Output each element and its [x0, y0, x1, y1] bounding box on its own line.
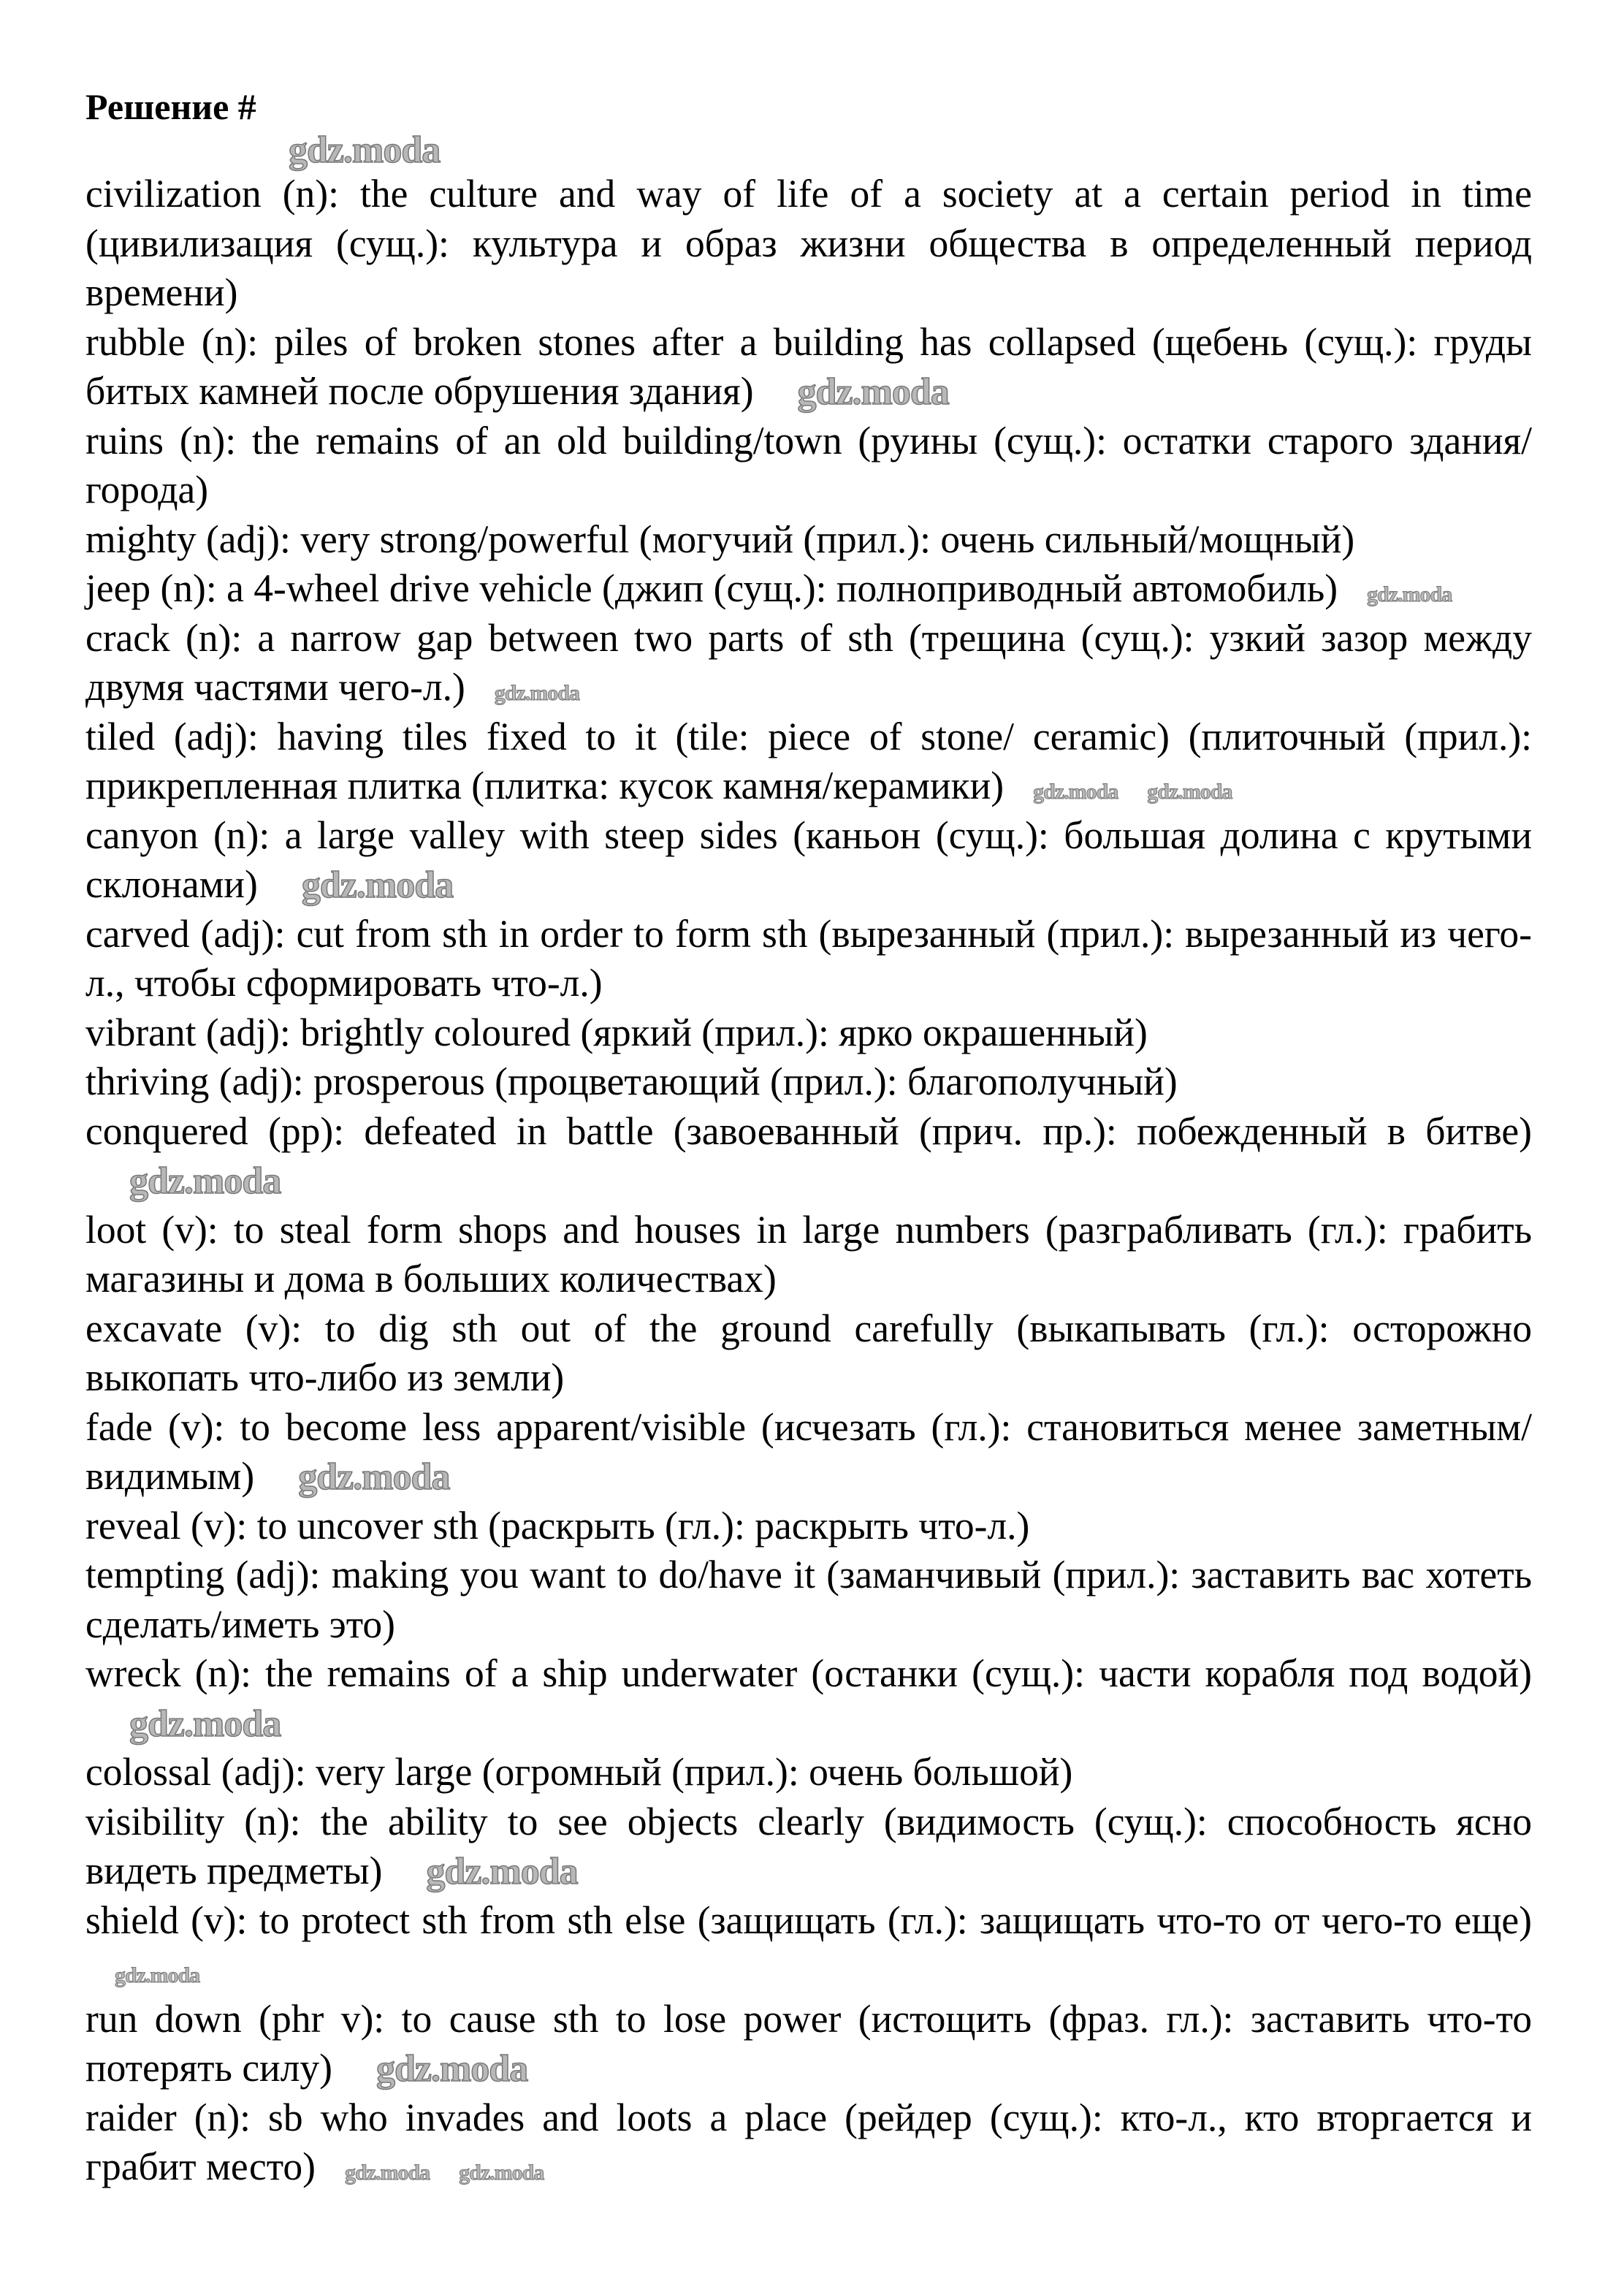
vocabulary-entry-text: tempting (adj): making you want to do/have it (заманчивый (прил.): заставить вас хотеть сделать/иметь это): [85, 1553, 1532, 1646]
vocabulary-entry: [85, 1304, 1532, 1403]
watermark: gdz.moda: [459, 2161, 544, 2185]
vocabulary-entry: [85, 1550, 1532, 1649]
vocabulary-entry-text: ruins (n): the remains of an old building/town (руины (сущ.): остатки старого здания/города): [85, 418, 1532, 511]
vocabulary-entry: [85, 712, 1532, 811]
vocabulary-entry-text: colossal (adj): very large (огромный (прил.): очень большой): [85, 1750, 1073, 1794]
watermark: gdz.moda: [1033, 780, 1118, 804]
vocabulary-entry: [85, 1107, 1532, 1206]
watermark: gdz.moda: [797, 371, 949, 413]
vocabulary-entry: [85, 811, 1532, 910]
vocabulary-entry: [85, 515, 1532, 565]
vocabulary-entry: [85, 614, 1532, 712]
vocabulary-entry: [85, 564, 1532, 614]
watermark: gdz.moda: [426, 1851, 578, 1892]
watermark: gdz.moda: [1147, 780, 1232, 804]
vocabulary-entry: [85, 1008, 1532, 1058]
vocabulary-entry-text: reveal (v): to uncover sth (раскрыть (гл.): раскрыть что-л.): [85, 1503, 1030, 1548]
vocabulary-entry: [85, 1502, 1532, 1551]
vocabulary-entry-text: thriving (adj): prosperous (процветающий (прил.): благополучный): [85, 1059, 1178, 1103]
document-body: [85, 82, 1532, 2192]
vocabulary-list: [85, 170, 1532, 2192]
vocabulary-entry-text: canyon (n): a large valley with steep sides (каньон (сущ.): большая долина с крутыми склонами): [85, 812, 1532, 906]
watermark: gdz.moda: [298, 1456, 450, 1498]
vocabulary-entry: [85, 2093, 1532, 2192]
watermark: gdz.moda: [115, 1963, 200, 1987]
vocabulary-entry: [85, 910, 1532, 1008]
vocabulary-entry: [85, 1748, 1532, 1797]
vocabulary-entry-text: vibrant (adj): brightly coloured (яркий (прил.): ярко окрашенный): [85, 1010, 1148, 1054]
vocabulary-entry: [85, 1649, 1532, 1748]
vocabulary-entry: [85, 416, 1532, 515]
vocabulary-entry-text: fade (v): to become less apparent/visible (исчезать (гл.): становиться менее заметным/видимым): [85, 1404, 1532, 1498]
vocabulary-entry: [85, 1403, 1532, 1502]
vocabulary-entry-text: excavate (v): to dig sth out of the ground carefully (выкапывать (гл.): осторожно выкопать что-либо из земли): [85, 1306, 1532, 1399]
vocabulary-entry-text: jeep (n): a 4-wheel drive vehicle (джип (сущ.): полноприводный автомобиль): [85, 566, 1338, 610]
watermark: gdz.moda: [289, 129, 441, 171]
watermark: gdz.moda: [344, 2161, 430, 2185]
vocabulary-entry-text: wreck (n): the remains of a ship underwater (останки (сущ.): части корабля под водой): [85, 1651, 1532, 1695]
vocabulary-entry-text: tiled (adj): having tiles fixed to it (tile: piece of stone/ ceramic) (плиточный (прил.): прикрепленная плитка (плитка: кусок камня/керамики): [85, 714, 1532, 807]
vocabulary-entry-text: carved (adj): cut from sth in order to form sth (вырезанный (прил.): вырезанный из чего-л., чтобы сформировать что-л.): [85, 911, 1532, 1005]
watermark: gdz.moda: [494, 681, 579, 705]
watermark: gdz.moda: [1367, 582, 1452, 606]
vocabulary-entry: [85, 318, 1532, 416]
page-title: Решение #: [85, 86, 256, 127]
vocabulary-entry: [85, 1896, 1532, 1995]
vocabulary-entry-text: shield (v): to protect sth from sth else (защищать (гл.): защищать что-то от чего-то еще): [85, 1898, 1532, 1942]
vocabulary-entry-text: crack (n): a narrow gap between two parts of sth (трещина (сущ.): узкий зазор между двумя частями чего-л.): [85, 615, 1532, 709]
vocabulary-entry-text: civilization (n): the culture and way of life of a society at a certain period in time (цивилизация (сущ.): культура и образ жизни общества в определенный период времени): [85, 172, 1532, 314]
vocabulary-entry: [85, 1797, 1532, 1896]
vocabulary-entry-text: loot (v): to steal form shops and houses in large numbers (разграбливать (гл.): грабить магазины и дома в больших количествах): [85, 1207, 1532, 1301]
vocabulary-entry-text: run down (phr v): to cause sth to lose power (истощить (фраз. гл.): заставить что-то потерять силу): [85, 1996, 1532, 2090]
vocabulary-entry: [85, 1206, 1532, 1304]
vocabulary-entry-text: rubble (n): piles of broken stones after a building has collapsed (щебень (сущ.): груды битых камней после обрушения здания): [85, 319, 1532, 413]
vocabulary-entry-text: raider (n): sb who invades and loots a place (рейдер (сущ.): кто-л., кто вторгается и грабит место): [85, 2095, 1532, 2188]
watermark: gdz.moda: [129, 1160, 281, 1202]
watermark: gdz.moda: [129, 1702, 281, 1745]
watermark: gdz.moda: [375, 2048, 528, 2090]
vocabulary-entry: [85, 1057, 1532, 1107]
vocabulary-entry: [85, 1995, 1532, 2093]
vocabulary-entry-text: visibility (n): the ability to see objects clearly (видимость (сущ.): способность ясно видеть предметы): [85, 1799, 1532, 1892]
vocabulary-entry: [85, 170, 1532, 318]
title-watermark-line: [85, 129, 1532, 171]
vocabulary-entry-text: conquered (pp): defeated in battle (завоеванный (прич. пр.): побежденный в битве): [85, 1108, 1532, 1153]
vocabulary-entry-text: mighty (adj): very strong/powerful (могучий (прил.): очень сильный/мощный): [85, 517, 1355, 561]
watermark: gdz.moda: [301, 864, 454, 906]
